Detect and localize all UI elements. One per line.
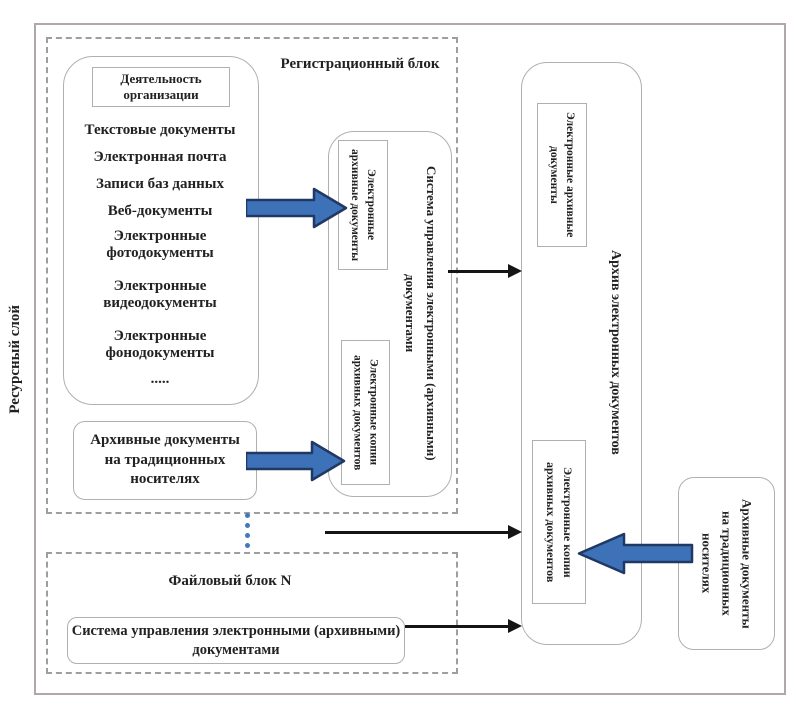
document-type-item: Электронная почта — [93, 149, 227, 165]
arrow-fileblock-to-archive — [405, 625, 509, 628]
document-type-item: Электронные фотодокументы — [106, 228, 214, 261]
arch-ead-line: документы — [548, 146, 560, 204]
trad-box-line: Архивные документы — [90, 432, 240, 449]
ead-line: Электронные — [365, 169, 377, 241]
flow-arrow-blue-right — [574, 531, 694, 576]
dot — [245, 543, 250, 548]
flow-arrow-blue-bottom — [246, 440, 346, 482]
continuation-dots — [245, 513, 250, 548]
ec-line: архивных документов — [351, 354, 364, 471]
ec-line: Электронные копии — [367, 359, 380, 466]
trad-box-line: носителях — [130, 471, 200, 488]
organization-activity-header: Деятельность организации — [92, 67, 230, 107]
arrow-middle-to-archive — [325, 531, 509, 534]
file-sys-line: Система управления электронными (архивными) — [71, 623, 401, 639]
arch-ec-line: архивных документов — [544, 461, 558, 583]
resource-layer-label-wrap — [0, 272, 30, 447]
registration-block-label: Регистрационный блок — [280, 56, 440, 72]
document-type-item-dots: ..... — [150, 371, 170, 387]
archive-electronic-archival-documents-box — [537, 103, 587, 247]
archival-traditional-media-box — [73, 421, 257, 500]
document-type-item: Электронные видеодокументы — [103, 278, 217, 311]
arrow-edms-to-archive — [448, 270, 510, 273]
edms-title-line: Система управления электронными (архивными) — [424, 165, 439, 461]
flow-arrow-blue-top — [246, 187, 348, 229]
document-type-item: Электронные фонодокументы — [105, 328, 215, 361]
dot — [245, 523, 250, 528]
edms-title — [400, 166, 442, 461]
file-block-label: Файловый блок N — [168, 573, 292, 589]
file-sys-line: документами — [192, 641, 280, 658]
right-trad-line: на традиционных — [719, 511, 735, 616]
right-trad-line: носителях — [699, 533, 715, 594]
archive-electronic-copies-box — [532, 440, 586, 604]
document-type-item: Записи баз данных — [96, 176, 224, 192]
dot — [245, 533, 250, 538]
file-block-edms-box — [67, 617, 405, 664]
edms-title-line: документами — [403, 273, 418, 353]
ead-line: архивные документы — [349, 148, 361, 262]
arrow-fileblock-to-archive-head — [508, 619, 522, 633]
electronic-documents-archive-title: Архив электронных документов — [608, 250, 623, 455]
edms-title-wrap — [392, 131, 450, 495]
resource-layer-label: Ресурсный слой — [6, 305, 23, 414]
right-trad-line: Архивные документы — [739, 498, 755, 629]
arch-ec-line: Электронные копии — [561, 466, 575, 578]
trad-box-line: на традиционных — [104, 451, 226, 468]
electronic-copies-box — [341, 340, 390, 485]
document-type-item: Веб-документы — [107, 203, 213, 219]
document-type-item: Текстовые документы — [84, 122, 236, 138]
arrow-middle-to-archive-head — [508, 525, 522, 539]
arrow-edms-to-archive-head — [508, 264, 522, 278]
dot — [245, 513, 250, 518]
arch-ead-line: Электронные архивные — [564, 112, 576, 238]
